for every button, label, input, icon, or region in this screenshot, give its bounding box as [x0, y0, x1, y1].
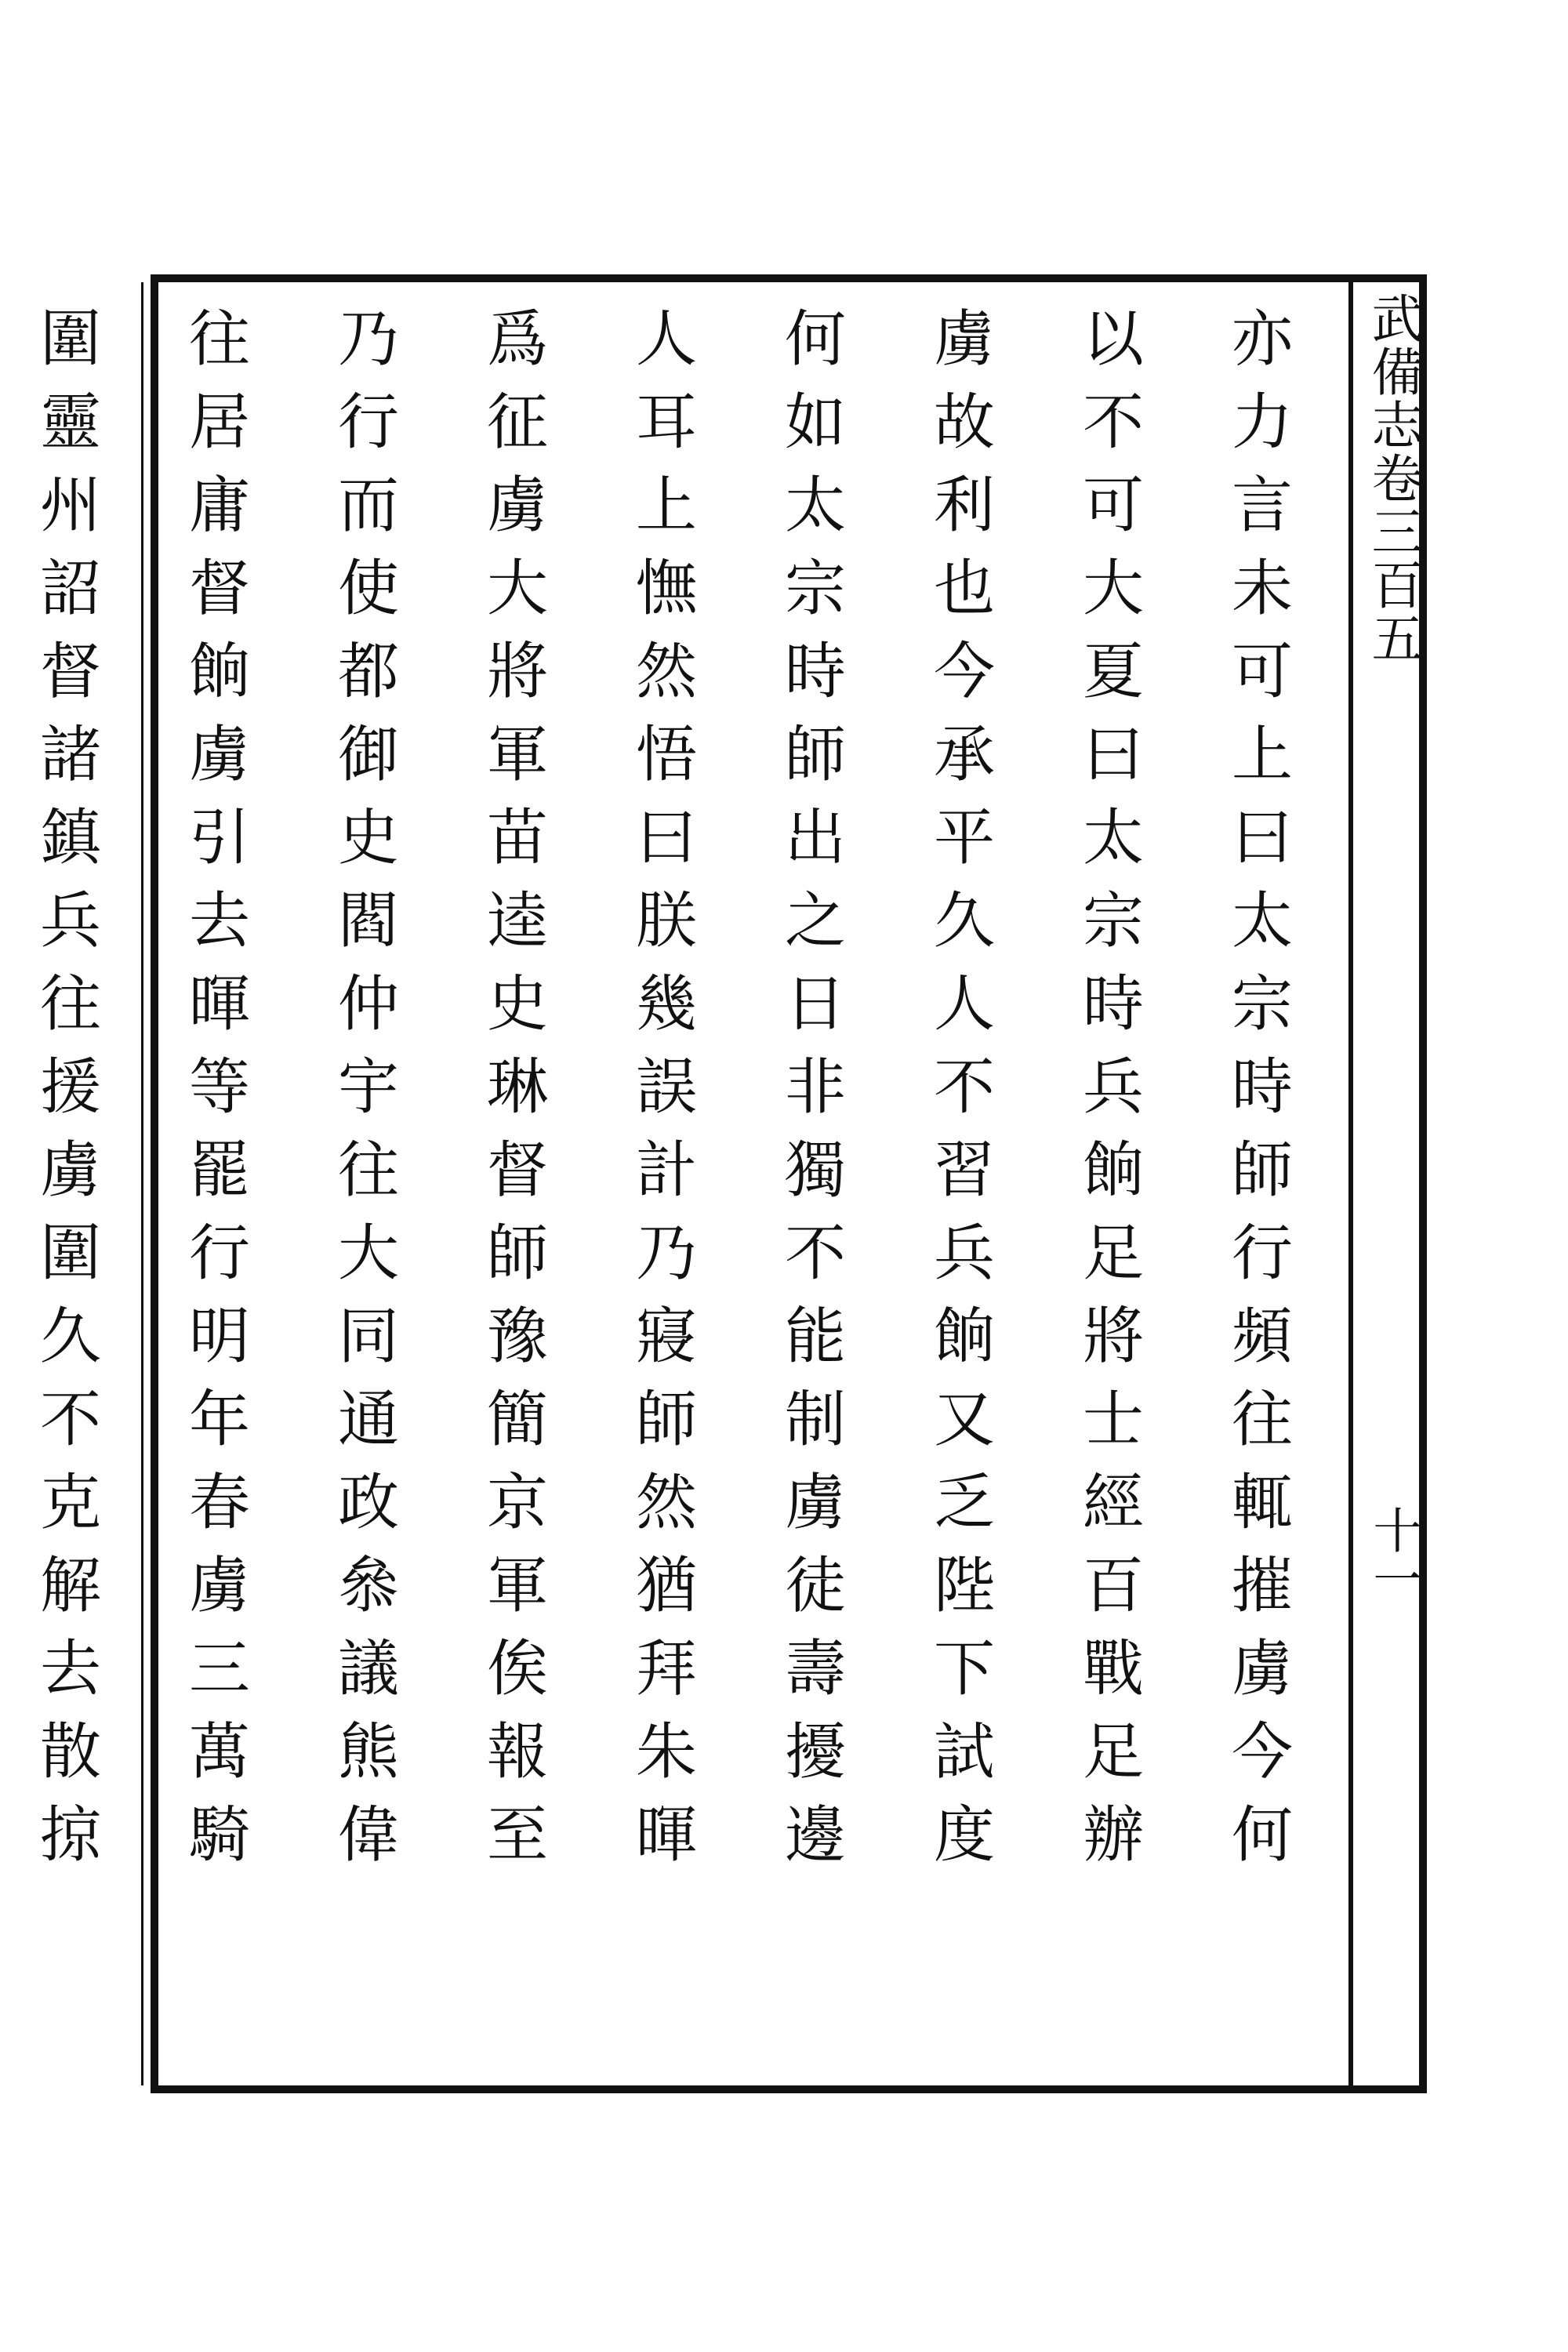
glyph: 可	[1231, 637, 1293, 707]
glyph: 引	[188, 803, 250, 873]
glyph: 時	[784, 637, 846, 707]
glyph: 邊	[784, 1800, 846, 1871]
glyph: 去	[39, 1634, 101, 1704]
glyph: 今	[933, 637, 995, 707]
glyph: 督	[188, 554, 250, 624]
glyph: 朕	[635, 886, 697, 956]
margin-rule	[1348, 274, 1353, 2093]
glyph: 士	[1082, 1385, 1144, 1455]
glyph: 悟	[635, 720, 697, 790]
glyph: 行	[1231, 1218, 1293, 1289]
glyph: 制	[784, 1385, 846, 1455]
glyph: 援	[39, 1052, 101, 1123]
glyph: 解	[39, 1551, 101, 1621]
glyph: 摧	[1231, 1551, 1293, 1621]
glyph: 通	[337, 1385, 399, 1455]
glyph: 耳	[635, 387, 697, 458]
glyph: 兵	[1082, 1052, 1144, 1123]
glyph: 督	[486, 1135, 548, 1206]
glyph: 上	[1231, 720, 1293, 790]
glyph: 何	[784, 304, 846, 375]
glyph: 散	[39, 1717, 101, 1788]
glyph: 騎	[188, 1800, 250, 1871]
glyph: 足	[1082, 1218, 1144, 1289]
glyph: 三	[188, 1634, 250, 1704]
glyph: 明	[188, 1301, 250, 1372]
glyph: 而	[337, 470, 399, 541]
glyph: 猶	[635, 1551, 697, 1621]
glyph: 等	[188, 1052, 250, 1123]
glyph: 拜	[635, 1634, 697, 1704]
glyph: 足	[1082, 1717, 1144, 1788]
glyph: 朱	[635, 1717, 697, 1788]
glyph: 時	[1231, 1052, 1293, 1123]
glyph: 兵	[933, 1218, 995, 1289]
glyph: 往	[39, 969, 101, 1040]
glyph: 往	[337, 1135, 399, 1206]
glyph: 暉	[635, 1800, 697, 1871]
glyph: 虜	[188, 720, 250, 790]
glyph: 餉	[1082, 1135, 1144, 1206]
glyph: 今	[1231, 1717, 1293, 1788]
glyph: 上	[635, 470, 697, 541]
left-rule	[141, 282, 143, 2085]
glyph: 乃	[337, 304, 399, 375]
glyph: 軍	[486, 720, 548, 790]
glyph: 往	[188, 304, 250, 375]
glyph: 幾	[635, 969, 697, 1040]
glyph: 徒	[784, 1551, 846, 1621]
glyph: 居	[188, 387, 250, 458]
glyph: 掠	[39, 1800, 101, 1871]
text-column	[634, 298, 699, 1877]
glyph: 誤	[635, 1052, 697, 1123]
glyph: 虜	[933, 304, 995, 375]
glyph: 報	[486, 1717, 548, 1788]
glyph: 罷	[188, 1135, 250, 1206]
glyph: 戰	[1082, 1634, 1144, 1704]
glyph: 不	[784, 1218, 846, 1289]
glyph: 州	[39, 470, 101, 541]
glyph: 宗	[784, 554, 846, 624]
glyph: 兵	[39, 886, 101, 956]
glyph: 年	[188, 1385, 250, 1455]
glyph: 太	[1231, 886, 1293, 956]
glyph: 叅	[337, 1551, 399, 1621]
glyph: 非	[784, 1052, 846, 1123]
glyph: 俟	[486, 1634, 548, 1704]
glyph: 簡	[486, 1385, 548, 1455]
glyph: 大	[486, 554, 548, 624]
glyph: 久	[933, 886, 995, 956]
glyph: 師	[1231, 1135, 1293, 1206]
glyph: 故	[933, 387, 995, 458]
glyph: 言	[1231, 470, 1293, 541]
glyph: 征	[486, 387, 548, 458]
glyph: 苗	[486, 803, 548, 873]
glyph: 同	[337, 1301, 399, 1372]
glyph: 利	[933, 470, 995, 541]
glyph: 庸	[188, 470, 250, 541]
glyph: 宗	[1231, 969, 1293, 1040]
glyph: 亦	[1231, 304, 1293, 375]
glyph: 克	[39, 1468, 101, 1538]
glyph: 虜	[1231, 1634, 1293, 1704]
glyph: 夏	[1082, 637, 1144, 707]
glyph: 又	[933, 1385, 995, 1455]
glyph: 經	[1082, 1468, 1144, 1538]
glyph: 春	[188, 1468, 250, 1538]
glyph: 豫	[486, 1301, 548, 1372]
glyph: 然	[635, 637, 697, 707]
glyph: 大	[1082, 554, 1144, 624]
glyph: 將	[486, 637, 548, 707]
glyph: 虜	[188, 1551, 250, 1621]
glyph: 師	[635, 1385, 697, 1455]
glyph: 餉	[933, 1301, 995, 1372]
glyph: 師	[486, 1218, 548, 1289]
glyph: 如	[784, 387, 846, 458]
glyph: 能	[784, 1301, 846, 1372]
glyph: 也	[933, 554, 995, 624]
glyph: 試	[933, 1717, 995, 1788]
glyph: 下	[933, 1634, 995, 1704]
glyph: 人	[933, 969, 995, 1040]
text-column	[1081, 298, 1145, 1877]
glyph: 往	[1231, 1385, 1293, 1455]
glyph: 時	[1082, 969, 1144, 1040]
glyph: 不	[1082, 387, 1144, 458]
glyph: 京	[486, 1468, 548, 1538]
glyph: 可	[1082, 470, 1144, 541]
glyph: 靈	[39, 387, 101, 458]
glyph: 未	[1231, 554, 1293, 624]
glyph: 頻	[1231, 1301, 1293, 1372]
glyph: 不	[39, 1385, 101, 1455]
glyph: 餉	[188, 637, 250, 707]
glyph: 使	[337, 554, 399, 624]
glyph: 出	[784, 803, 846, 873]
glyph: 萬	[188, 1717, 250, 1788]
glyph: 擾	[784, 1717, 846, 1788]
glyph: 鎮	[39, 803, 101, 873]
glyph: 乃	[635, 1218, 697, 1289]
glyph: 百	[1082, 1551, 1144, 1621]
glyph: 諸	[39, 720, 101, 790]
text-column	[336, 298, 401, 1877]
glyph: 習	[933, 1135, 995, 1206]
glyph: 輒	[1231, 1468, 1293, 1538]
glyph: 熊	[337, 1717, 399, 1788]
glyph: 曰	[1231, 803, 1293, 873]
glyph: 將	[1082, 1301, 1144, 1372]
glyph: 虜	[39, 1135, 101, 1206]
glyph: 詔	[39, 554, 101, 624]
glyph: 太	[1082, 803, 1144, 873]
glyph: 憮	[635, 554, 697, 624]
glyph: 人	[635, 304, 697, 375]
text-column	[1230, 298, 1294, 1877]
glyph: 度	[933, 1800, 995, 1871]
glyph: 然	[635, 1468, 697, 1538]
glyph: 太	[784, 470, 846, 541]
glyph: 師	[784, 720, 846, 790]
glyph: 曰	[1082, 720, 1144, 790]
glyph: 力	[1231, 387, 1293, 458]
glyph: 暉	[188, 969, 250, 1040]
glyph: 乏	[933, 1468, 995, 1538]
glyph: 之	[784, 886, 846, 956]
glyph: 圍	[39, 1218, 101, 1289]
glyph: 御	[337, 720, 399, 790]
text-column	[783, 298, 848, 1877]
glyph: 去	[188, 886, 250, 956]
glyph: 壽	[784, 1634, 846, 1704]
glyph: 以	[1082, 304, 1144, 375]
glyph: 爲	[486, 304, 548, 375]
glyph: 虜	[486, 470, 548, 541]
glyph: 都	[337, 637, 399, 707]
glyph: 久	[39, 1301, 101, 1372]
glyph: 曰	[635, 803, 697, 873]
glyph: 圍	[39, 304, 101, 375]
glyph: 虜	[784, 1468, 846, 1538]
glyph: 仲	[337, 969, 399, 1040]
glyph: 逵	[486, 886, 548, 956]
glyph: 行	[188, 1218, 250, 1289]
margin-title: 武備志卷三百五	[1363, 292, 1423, 665]
glyph: 何	[1231, 1800, 1293, 1871]
glyph: 宗	[1082, 886, 1144, 956]
glyph: 政	[337, 1468, 399, 1538]
glyph: 計	[635, 1135, 697, 1206]
glyph: 議	[337, 1634, 399, 1704]
glyph: 琳	[486, 1052, 548, 1123]
glyph: 大	[337, 1218, 399, 1289]
glyph: 督	[39, 637, 101, 707]
glyph: 陛	[933, 1551, 995, 1621]
text-column	[187, 298, 252, 1877]
glyph: 不	[933, 1052, 995, 1123]
glyph: 閻	[337, 886, 399, 956]
glyph: 至	[486, 1800, 548, 1871]
glyph: 平	[933, 803, 995, 873]
glyph: 史	[337, 803, 399, 873]
glyph: 日	[784, 969, 846, 1040]
glyph: 偉	[337, 1800, 399, 1871]
text-column	[485, 298, 550, 1877]
glyph: 行	[337, 387, 399, 458]
glyph: 寢	[635, 1301, 697, 1372]
glyph: 辦	[1082, 1800, 1144, 1871]
glyph: 獨	[784, 1135, 846, 1206]
text-column	[932, 298, 996, 1877]
glyph: 承	[933, 720, 995, 790]
glyph: 史	[486, 969, 548, 1040]
glyph: 宇	[337, 1052, 399, 1123]
folio-number: 十一	[1365, 1505, 1422, 1602]
glyph: 軍	[486, 1551, 548, 1621]
text-column	[38, 298, 103, 1877]
